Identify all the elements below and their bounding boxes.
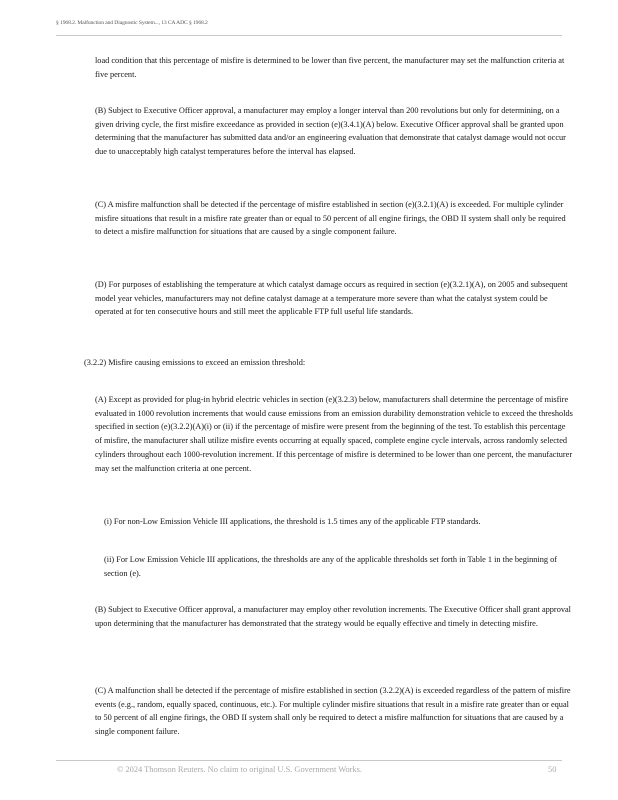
paragraph-continuation: load condition that this percentage of misfire is determined to be lower than five percent, the manufacturer may set the malfunction criteria at five percent.	[95, 56, 565, 79]
footer-divider	[56, 760, 562, 761]
section-heading-3-2-2: (3.2.2) Misfire causing emissions to exceed an emission threshold:	[84, 358, 306, 367]
paragraph-d-catalyst-temperature: (D) For purposes of establishing the temperature at which catalyst damage occurs as required in section (e)(3.2.1)(A), on 2005 and subsequent model year vehicles, manufacturers may not define catalyst damage at a temperature more severe than what the catalyst system could be operated at for ten consecutive hours and still meet the applicable FTP full useful life standards.	[95, 280, 568, 317]
paragraph-i-non-lev-iii: (i) For non-Low Emission Vehicle III applications, the threshold is 1.5 times any of the applicable FTP standards.	[104, 517, 481, 526]
paragraph-c-malfunction-detection: (C) A malfunction shall be detected if the percentage of misfire established in section (3.2.2)(A) is exceeded regardless of the pattern of misfire events (e.g., random, equally spaced, continuous, etc.). For multiple cylinder misfire situations that result in a misfire rate greater than or equal to 50 percent of all engine firings, the OBD II system shall only be required to detect a misfire malfunction for situations that are caused by a single component failure.	[95, 686, 571, 737]
running-header: § 1968.2. Malfunction and Diagnostic System..., 13 CA ADC § 1968.2	[56, 20, 208, 26]
page-number: 50	[548, 765, 557, 774]
paragraph-a-emission-threshold: (A) Except as provided for plug-in hybrid electric vehicles in section (e)(3.2.3) below, manufacturers shall determine the percentage of misfire evaluated in 1000 revolution increments that would cause emissions from an emission durability demonstration vehicle to exceed the thresholds specified in section (e)(3.2.2)(A)(i) or (ii) if the percentage of misfire were present from the beginning of the test. To establish this percentage of misfire, the manufacturer shall utilize misfire events occurring at equally spaced, complete engine cycle intervals, across randomly selected cylinders throughout each 1000-revolution increment. If this percentage of misfire is determined to be lower than one percent, the manufacturer may set the malfunction criteria at one percent.	[95, 395, 573, 473]
paragraph-c-misfire-malfunction: (C) A misfire malfunction shall be detected if the percentage of misfire established in section (e)(3.2.1)(A) is exceeded. For multiple cylinder misfire situations that result in a misfire rate greater than or equal to 50 percent of all engine firings, the OBD II system shall only be required to detect a misfire malfunction for situations that are caused by a single component failure.	[95, 200, 566, 237]
paragraph-b-longer-interval: (B) Subject to Executive Officer approval, a manufacturer may employ a longer interval than 200 revolutions but only for determining, on a given driving cycle, the first misfire exceedance as provided in section (e)(3.4.1)(A) below. Executive Officer approval shall be granted upon determining that the manufacturer has submitted data and/or an engineering evaluation that demonstrate that catalyst damage would not occur due to unacceptably high catalyst temperatures before the interval has elapsed.	[95, 106, 566, 157]
header-divider	[56, 35, 562, 36]
footer-copyright: © 2024 Thomson Reuters. No claim to original U.S. Government Works.	[117, 765, 362, 774]
paragraph-ii-lev-iii: (ii) For Low Emission Vehicle III applications, the thresholds are any of the applicable thresholds set forth in Table 1 in the beginning of section (e).	[104, 555, 558, 578]
paragraph-b-revolution-increments: (B) Subject to Executive Officer approval, a manufacturer may employ other revolution increments. The Executive Officer shall grant approval upon determining that the manufacturer has demonstrated that the strategy would be equally effective and timely in detecting misfire.	[95, 605, 571, 628]
